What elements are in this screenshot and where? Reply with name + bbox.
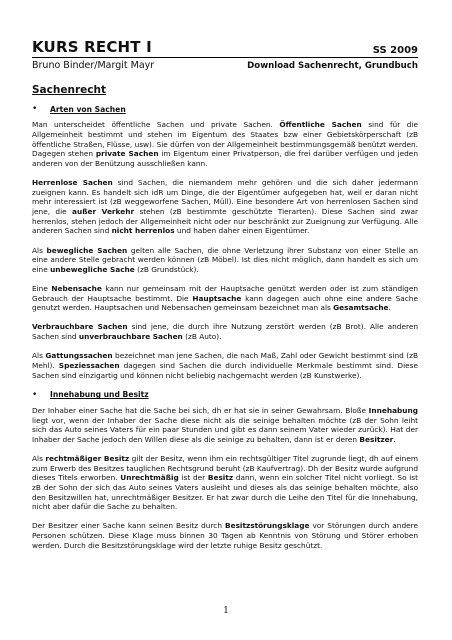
bold-term: Besitzstörungsklage	[224, 521, 310, 531]
bold-term: Besitz	[207, 473, 234, 483]
bold-term: Verbrauchbare Sachen	[32, 322, 128, 332]
page-header	[32, 38, 418, 71]
text-run: sind jene, die durch ihre Nutzung zerstört werden (zB Brot). Alle anderen Sachen sind	[32, 322, 418, 342]
text-run: sind Sachen, die niemandem mehr gehören und die sich daher jedermann zueignen kann. Es handelt sich idR um Dinge, die der Eigentümer aufgegeben hat, weil er daran nicht mehr interessiert ist (zB weggeworfene Sachen, Müll). Eine besondere Art von herrenlosen Sachen sind jene, die	[32, 178, 418, 217]
authors: Bruno Binder/Margit Mayr	[32, 60, 155, 71]
bold-term: Unrechtmäßig	[120, 473, 179, 483]
page-number: 1	[223, 606, 229, 616]
text-run: und haben daher einen Eigentümer.	[174, 226, 310, 236]
bullet-heading	[32, 105, 418, 115]
bullet-heading	[32, 390, 418, 400]
paragraph	[32, 120, 418, 168]
text-run: kann nur gemeinsam mit der Hauptsache genützt werden oder ist zum ständigen Gebrauch der Hauptsache bestimmt. Die	[32, 284, 418, 303]
bold-term: rechtmäßiger Besitz	[45, 454, 130, 464]
bold-term: nicht herrenlos	[111, 226, 175, 236]
text-run: vor Störungen durch andere Personen schützen. Diese Klage muss binnen 30 Tagen ab Kenntnis von Störung und Störer erhoben werden. Durch die Besitzstörungsklage wird der letzte ruhige Besitz geschützt.	[32, 521, 418, 550]
bullet-heading-label: Arten von Sachen	[50, 104, 126, 114]
text-run: dagegen sind Sachen die durch individuelle Merkmale bestimmt sind. Diese Sachen sind einzigartig und können nicht beliebig nachgemacht werden (zB Kunstwerke).	[32, 360, 418, 380]
bold-term: Speziessachen	[58, 360, 120, 370]
paragraph	[32, 521, 418, 550]
text-run: im Eigentum einer Privatperson, die frei darüber verfügen und jeden anderen von der Benützung ausschließen kann.	[32, 149, 418, 168]
text-run: gelten alle Sachen, die ohne Verletzung ihrer Substanz von einer Stelle an eine andere Stelle gebracht werden können (zB Möbel). Ist dies nicht möglich, dann handelt es sich um eine	[32, 245, 418, 274]
bullet-heading-label: Innehabung und Besitz	[50, 390, 149, 400]
header-top-row	[32, 38, 418, 56]
text-run: stehen (zB bestimmte geschützte Tierarten). Diese Sachen sind zwar herrenlos, stehen jedoch der Allgemeinheit nicht oder nur beschränkt zur Zueignung zur Verfügung. Alle anderen Sachen sind	[32, 207, 418, 236]
text-run: Eine	[32, 284, 52, 293]
bold-term: Nebensache	[51, 284, 102, 293]
section-title: Sachenrecht	[32, 84, 106, 96]
text-run: liegt vor, wenn der Inhaber der Sache diese nicht als die seinige behalten möchte (zB der Sohn leiht sich das Auto seines Vaters für ein paar Stunden und gibt es dann seinem Vater wieder zurück). Hat der Inhaber der Sache jedoch den Willen diese als die seinige zu behalten, dann ist er deren	[32, 415, 418, 444]
bold-term: Gattungssachen	[45, 351, 113, 361]
paragraph	[32, 246, 418, 275]
text-run: Der Inhaber einer Sache hat die Sache bei sich, dh er hat sie in seiner Gewahrsam. Bloße	[32, 405, 369, 415]
paragraph	[32, 178, 418, 236]
paragraph	[32, 454, 418, 512]
text-run: sind für die Allgemeinheit bestimmt und stehen im Eigentum des Staates bzw einer Gebietskörperschaft (zB öffentliche Straßen, Flüsse, usw). Sie dürfen von der Allgemeinheit bestimmungsgemäß benützt werden. Dagegen stehen	[32, 120, 418, 159]
text-run: Als	[32, 245, 47, 255]
text-run: (zB Auto).	[182, 332, 222, 342]
text-run: (zB Grundstück).	[134, 264, 199, 274]
paragraph	[32, 351, 418, 380]
text-run: kann dagegen auch ohne eine andere Sache genutzt werden. Hauptsachen und Nebensachen gemeinsam bezeichnet man als	[32, 293, 418, 313]
document-body	[32, 86, 418, 560]
text-run: .	[393, 434, 396, 444]
bold-term: unverbrauchbare Sachen	[78, 332, 183, 342]
bold-term: unbewegliche Sache	[50, 264, 135, 274]
header-rule	[32, 57, 418, 58]
text-run: Der Besitzer einer Sache kann seinen Besitz durch	[32, 521, 225, 531]
text-run: Als	[32, 351, 46, 361]
text-run: ist der	[178, 473, 208, 483]
bold-term: Gesamtsache	[333, 303, 389, 313]
bold-term: außer Verkehr	[72, 207, 135, 217]
bold-term: Herrenlose Sachen	[32, 178, 113, 188]
text-run: dann, wenn ein solcher Titel nicht vorliegt. So ist zB der Sohn der sich das Auto seines Vaters ausleiht und dieses als das seinige behalten möchte, also den Besitzwillen hat, unrechtmäßiger Besitzer. Er hat zwar durch die Leihe den Titel für die Innehabung, nicht aber dafür die Sache zu behalten.	[32, 473, 419, 512]
bold-term: Innehabung	[368, 405, 418, 415]
text-run: bezeichnet man jene Sachen, die nach Maß, Zahl oder Gewicht bestimmt sind (zB Mehl).	[32, 351, 418, 370]
bold-term: Öffentliche Sachen	[279, 120, 362, 130]
paragraph	[32, 406, 418, 445]
bold-term: bewegliche Sachen	[46, 245, 128, 255]
document-subtitle: Download Sachenrecht, Grundbuch	[247, 61, 418, 71]
text-run: gilt der Besitz, wenn ihm ein rechtsgültiger Titel zugrunde liegt, dh auf einem zum Erwerb des Besitzes tauglichen Rechtsgrund beruht (zB Kaufvertrag). Dh der Besitz wurde aufgrund dieses Titels erworben.	[32, 454, 418, 483]
text-run: Man unterscheidet öffentliche Sachen und private Sachen.	[32, 120, 280, 130]
header-bottom-row	[32, 60, 418, 71]
paragraph	[32, 322, 418, 341]
paragraph	[32, 284, 418, 313]
course-title: KURS RECHT I	[32, 38, 152, 56]
bullet-icon: •	[32, 389, 38, 400]
semester-label: SS 2009	[372, 45, 418, 56]
bold-term: Hauptsache	[192, 293, 242, 303]
bold-term: private Sachen	[95, 149, 159, 159]
text-run: Als	[32, 454, 46, 464]
bold-term: Besitzer	[359, 434, 394, 444]
bullet-icon: •	[32, 103, 38, 114]
text-run: .	[388, 303, 391, 313]
